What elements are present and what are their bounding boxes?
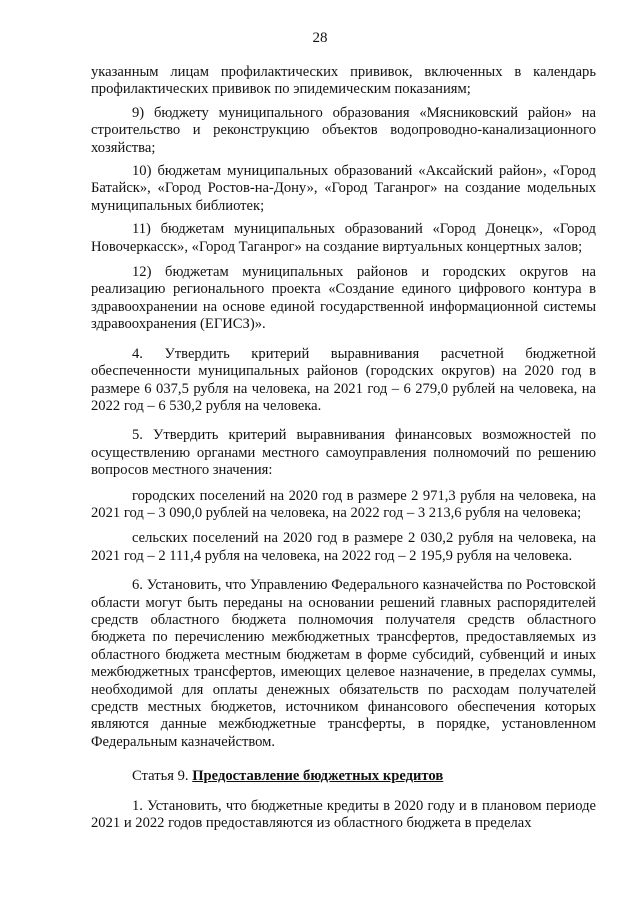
- paragraph-item-11: 11) бюджетам муниципальных образований «Город Донецк», «Город Новочеркасск», «Город Таганрог» на создание виртуальных концертных залов;: [91, 221, 596, 255]
- paragraph-clause-6: 6. Установить, что Управлению Федерального казначейства по Ростовской области могут быть переданы на основании решений главных распорядителей средств областного бюджета полномочия получателя средств областного бюджета по перечислению межбюджетных трансфертов, предоставляемых из областного бюджета местным бюджетам в форме субсидий, субвенций и иных межбюджетных трансфертов, имеющих целевое назначение, в пределах суммы, необходимой для оплаты денежных обязательств по расходам получателей средств местных бюджетов, источником финансового обеспечения которых являются данные межбюджетные трансферты, в порядке, установленном Федеральным казначейством.: [91, 577, 596, 750]
- page-number: 28: [312, 30, 328, 46]
- article-label: Статья 9.: [132, 768, 189, 785]
- paragraph-clause-4: 4. Утвердить критерий выравнивания расчетной бюджетной обеспеченности муниципальных районов (городских округов) на 2020 год в размере 6 037,5 рубля на человека, на 2021 год – 6 279,0 рублей на человека, на 2022 год – 6 530,2 рубля на человека.: [91, 345, 596, 414]
- paragraph-continuation: указанным лицам профилактических прививок, включенных в календарь профилактических прививок по эпидемическим показаниям;: [91, 64, 596, 98]
- paragraph-item-9: 9) бюджету муниципального образования «Мясниковский район» на строительство и реконструкцию объектов водопроводно-канализационного хозяйства;: [91, 104, 596, 156]
- paragraph-article-clause-1: 1. Установить, что бюджетные кредиты в 2020 году и в плановом периоде 2021 и 2022 годов предоставляются из областного бюджета в пределах: [91, 797, 596, 832]
- paragraph-item-12: 12) бюджетам муниципальных районов и городских округов на реализацию регионального проекта «Создание единого цифрового контура в здравоохранении на основе единой государственной информационной системы здравоохранения (ЕГИСЗ)».: [91, 264, 596, 333]
- paragraph-rural-settlements: сельских поселений на 2020 год в размере 2 030,2 рубля на человека, на 2021 год – 2 111,4 рубля на человека, на 2022 год – 2 195,9 рубля на человека.: [91, 530, 596, 564]
- paragraph-item-10: 10) бюджетам муниципальных образований «Аксайский район», «Город Батайск», «Город Ростов-на-Дону», «Город Таганрог» на создание модельных муниципальных библиотек;: [91, 163, 596, 214]
- article-title: Предоставление бюджетных кредитов: [192, 768, 444, 785]
- paragraph-urban-settlements: городских поселений на 2020 год в размере 2 971,3 рубля на человека, на 2021 год – 3 090,0 рублей на человека, на 2022 год – 3 213,6 рубля на человека;: [91, 487, 596, 521]
- article-heading: [91, 768, 596, 785]
- document-body: [91, 64, 596, 832]
- paragraph-clause-5: 5. Утвердить критерий выравнивания финансовых возможностей по осуществлению органами местного самоуправления полномочий по решению вопросов местного значения:: [91, 427, 596, 479]
